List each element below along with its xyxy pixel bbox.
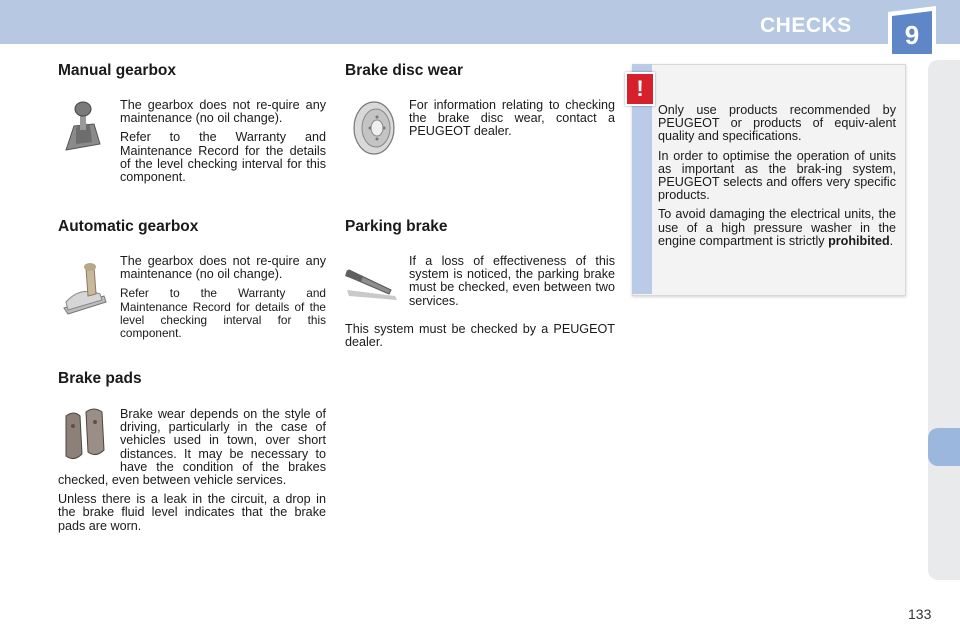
paragraph: Unless there is a leak in the circuit, a drop in the brake fluid level indicates that the brake pads are worn. [58,492,326,533]
manual-gearbox-text [120,99,326,190]
paragraph: Refer to the Warranty and Maintenance Record for details of the level checking interval for this component. [120,286,326,341]
paragraph: For information relating to checking the brake disc wear, contact a PEUGEOT dealer. [409,98,615,139]
side-rail-marker [928,428,960,466]
brake-disc-icon [350,100,398,156]
brake-pads-text [58,408,326,539]
side-rail [928,60,960,580]
brake-pads-title: Brake pads [58,370,142,387]
parking-brake-note [345,323,615,355]
paragraph: Refer to the Warranty and Maintenance Record for the details of the level checking interval for this component. [120,130,326,185]
paragraph: Only use products recommended by PEUGEOT or products of equiv-alent quality and specifications. [658,103,896,144]
parking-brake-lever-icon [345,256,401,302]
paragraph: If a loss of effectiveness of this system is noticed, the parking brake must be checked, even between two services. [409,254,615,308]
warning-exclamation-icon: ! [625,72,655,106]
chapter-number: 9 [904,20,920,50]
paragraph: This system must be checked by a PEUGEOT dealer. [345,322,615,350]
automatic-gearbox-text [120,255,326,346]
text-wrap-spacer [58,408,120,466]
warning-text-suffix: . [889,233,894,248]
paragraph: The gearbox does not re-quire any maintenance (no oil change). [120,254,326,282]
page-number: 133 [908,606,932,622]
paragraph: The gearbox does not re-quire any maintenance (no oil change). [120,98,326,126]
warning-text-prefix: To avoid damaging the electrical units, the use of a high pressure washer in the engine compartment is strictly [658,207,896,248]
chapter-tab [880,6,940,58]
chapter-title: CHECKS [760,14,852,37]
brake-disc-wear-title: Brake disc wear [345,62,464,79]
manual-gearbox-title: Manual gearbox [58,62,176,79]
parking-brake-text [409,255,615,314]
automatic-gear-selector-icon [60,256,110,316]
manual-gear-lever-icon [60,100,106,156]
paragraph: Brake wear depends on the style of driving, particularly in the case of vehicles used in town, over short distances. It may be necessary to have the condition of the brakes checked, even between vehicle services. [58,407,326,488]
parking-brake-title: Parking brake [345,218,448,235]
paragraph [658,208,896,248]
warning-text [658,104,896,254]
paragraph: In order to optimise the operation of units as important as the brak-ing system, PEUGEOT selects and offers very specific products. [658,148,896,203]
brake-disc-wear-text [409,99,615,145]
automatic-gearbox-title: Automatic gearbox [58,218,199,235]
warning-emphasis: prohibited [828,233,890,248]
